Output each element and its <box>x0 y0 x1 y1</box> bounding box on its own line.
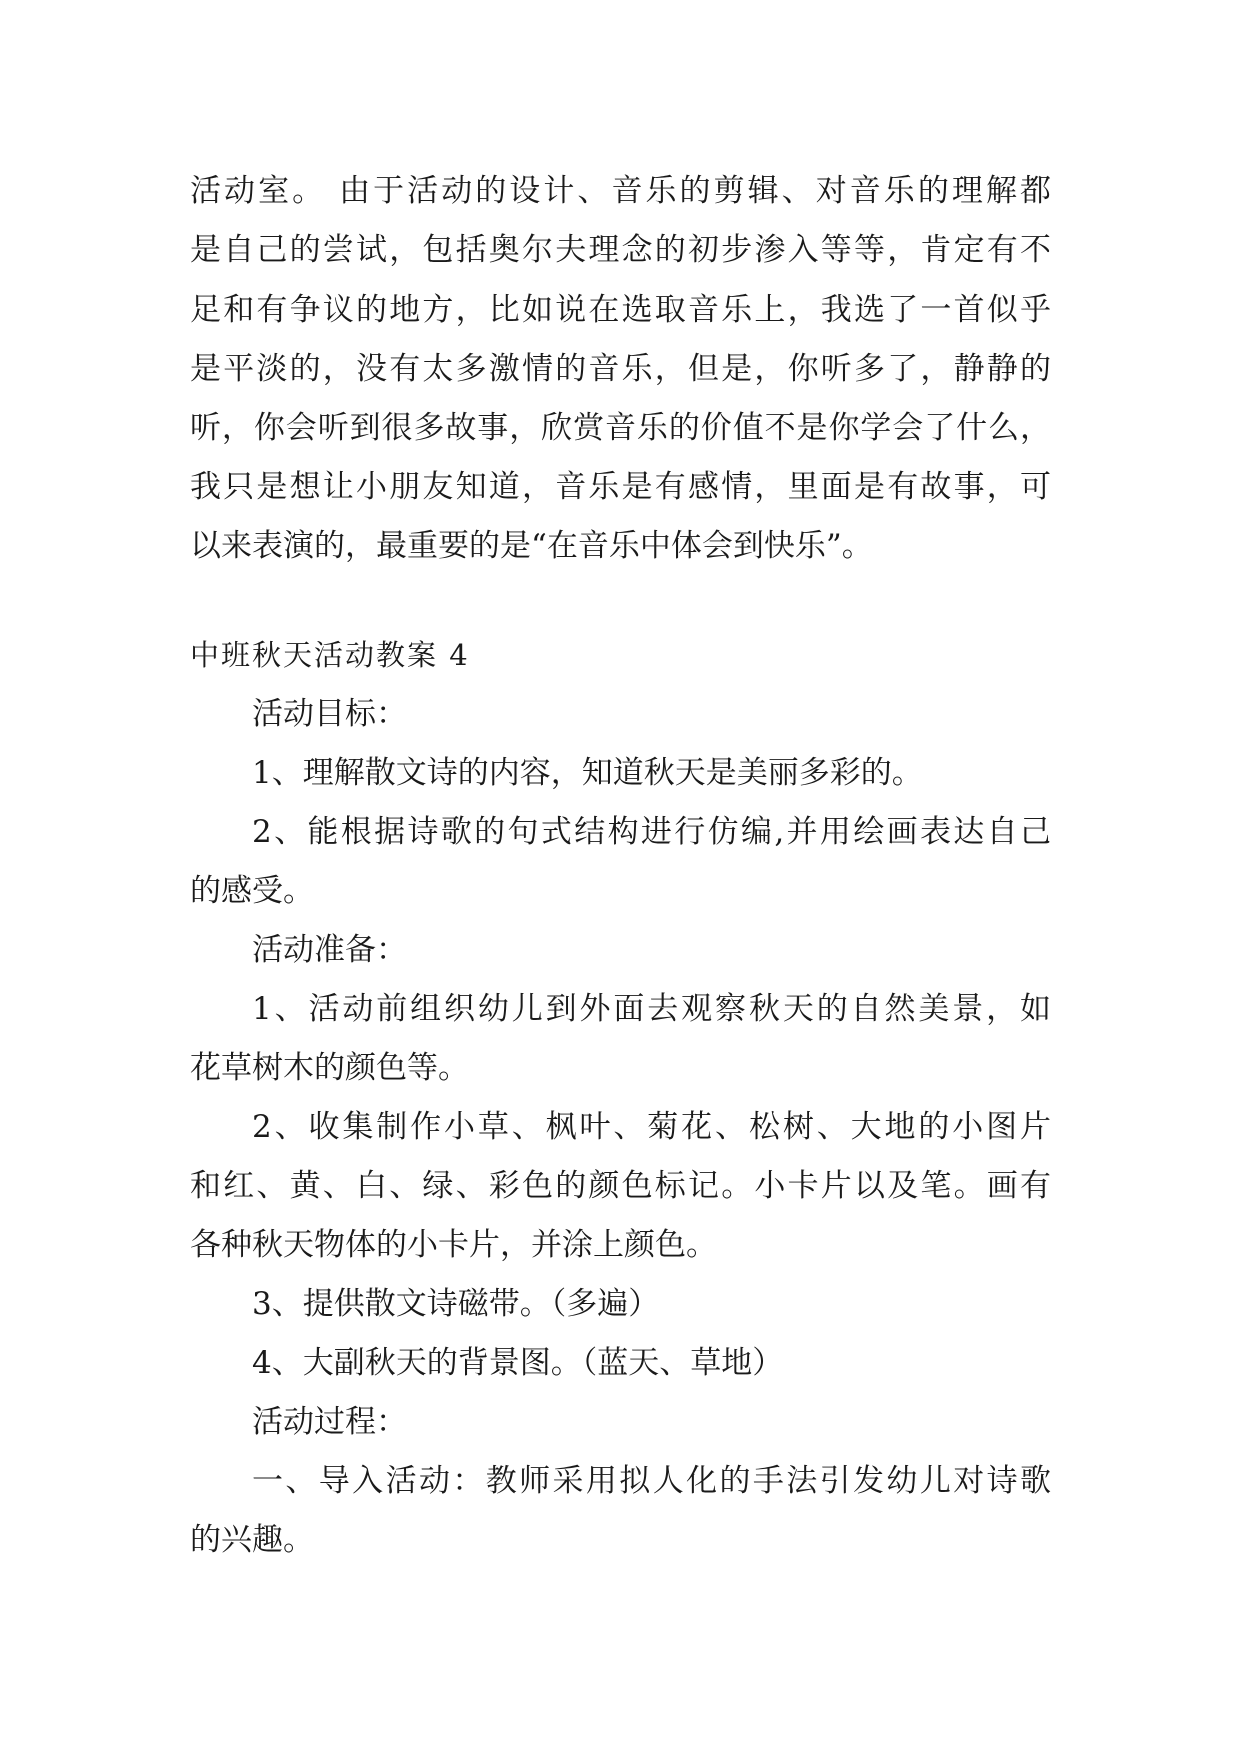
goal-item-continuation: 的感受。 <box>190 873 314 909</box>
section-title: 中班秋天活动教案 4 <box>190 638 470 672</box>
paragraph-line: 足和有争议的地方，比如说在选取音乐上，我选了一首似乎 <box>190 292 1051 328</box>
paragraph-line: 听，你会听到很多故事，欣赏音乐的价值不是你学会了什么， <box>190 410 1051 446</box>
prep-item-continuation: 花草树木的颜色等。 <box>190 1050 469 1086</box>
goal-item: 2、能根据诗歌的句式结构进行仿编,并用绘画表达自己 <box>252 814 1051 850</box>
paragraph-line: 活动室。 由于活动的设计、音乐的剪辑、对音乐的理解都 <box>190 173 1051 209</box>
paragraph-line: 是自己的尝试，包括奥尔夫理念的初步渗入等等，肯定有不 <box>190 232 1051 268</box>
prep-item: 2、收集制作小草、枫叶、菊花、松树、大地的小图片 <box>252 1109 1051 1145</box>
paragraph-line: 以来表演的，最重要的是“在音乐中体会到快乐”。 <box>190 528 873 564</box>
prep-item-continuation: 各种秋天物体的小卡片，并涂上颜色。 <box>190 1227 717 1263</box>
prep-heading: 活动准备： <box>252 932 407 968</box>
process-heading: 活动过程： <box>252 1404 407 1440</box>
prep-item: 4、大副秋天的背景图。（蓝天、草地） <box>252 1345 784 1381</box>
goals-heading: 活动目标： <box>252 696 407 732</box>
process-item: 一、导入活动：教师采用拟人化的手法引发幼儿对诗歌 <box>252 1463 1051 1499</box>
prep-item: 3、提供散文诗磁带。（多遍） <box>252 1286 660 1322</box>
goal-item: 1、理解散文诗的内容，知道秋天是美丽多彩的。 <box>252 755 923 791</box>
prep-item: 1、活动前组织幼儿到外面去观察秋天的自然美景，如 <box>252 991 1051 1027</box>
paragraph-line: 我只是想让小朋友知道，音乐是有感情，里面是有故事，可 <box>190 469 1051 505</box>
process-item-continuation: 的兴趣。 <box>190 1522 314 1558</box>
paragraph-line: 是平淡的，没有太多激情的音乐，但是，你听多了，静静的 <box>190 351 1051 387</box>
prep-item-continuation: 和红、黄、白、绿、彩色的颜色标记。小卡片以及笔。画有 <box>190 1168 1051 1204</box>
